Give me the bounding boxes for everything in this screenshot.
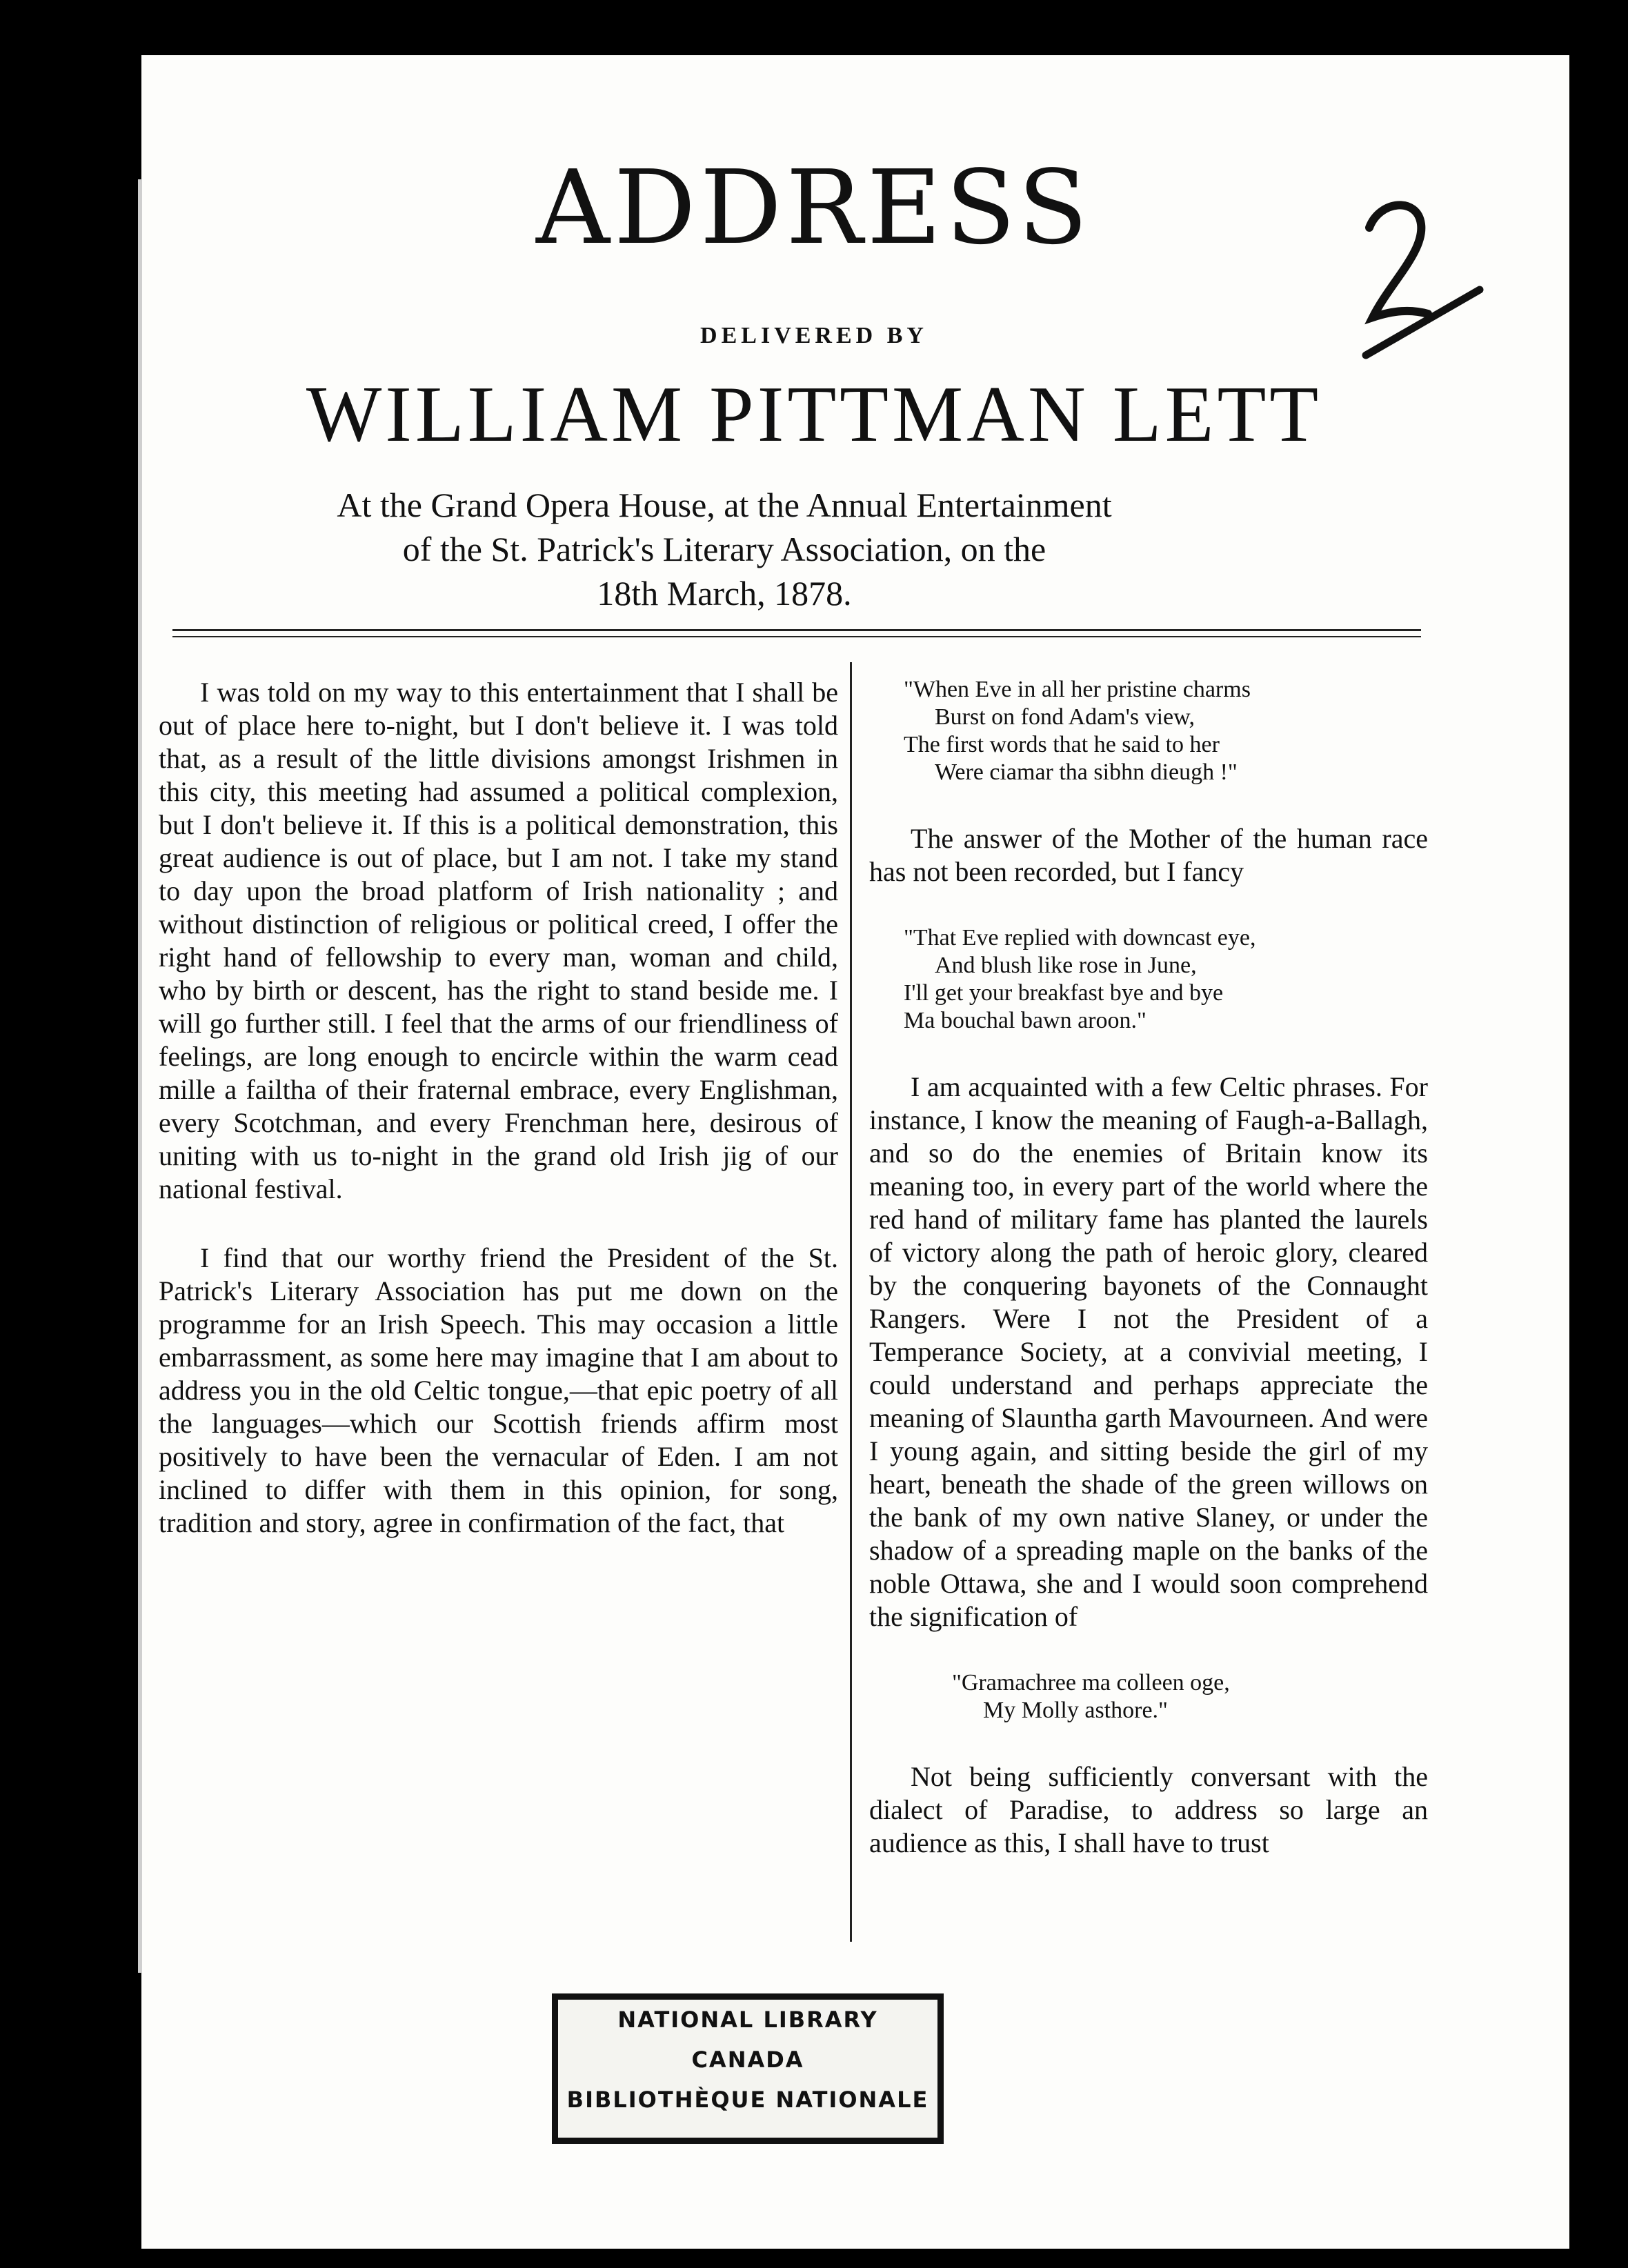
stamp-line: BIBLIOTHÈQUE NATIONALE [566, 2087, 929, 2113]
subtitle-line: of the St. Patrick's Literary Association, on the [402, 530, 1046, 568]
delivered-by-label: DELIVERED BY [700, 323, 928, 348]
column-divider [850, 662, 852, 1942]
subtitle-line: At the Grand Opera House, at the Annual Entertainment [337, 486, 1112, 524]
stamp-line: NATIONAL LIBRARY [617, 2007, 878, 2033]
stamp-line: CANADA [691, 2047, 804, 2073]
body-paragraph: Not being sufficiently conversant with the dialect of Paradise, to address so large an audience as this, I shall have to trust [869, 1761, 1428, 1858]
right-column [869, 676, 1428, 1896]
verse-block [869, 1669, 1428, 1724]
verse-line: "When Eve in all her pristine charms [904, 677, 1251, 702]
body-paragraph: I was told on my way to this entertainment that I shall be out of place here to-night, but I don't believe it. I was told that, as a result of the little divisions amongst Irishmen in this city, this meeting had assumed a political complexion, but I don't believe it. If this is a political demonstration, this great audience is out of place, but I am not. I take my stand to day upon the broad platform of Irish nationality ; and without distinction of religious or political creed, I offer the right hand of fellowship to every man, woman and child, who by birth or descent, has the right to stand beside me. I will go further still. I feel that the arms of our friendliness of feelings, are long enough to encircle within the warm cead mille a failtha of their fraternal embrace, every Englishman, every Scotchman, and every Frenchman here, desirous of uniting with us to-night in the grand old Irish jig of our national festival. [159, 677, 838, 1204]
library-stamp [552, 1993, 944, 2144]
document-title: ADDRESS [536, 148, 1092, 267]
subtitle [207, 483, 1242, 615]
header-rule-thick [172, 629, 1421, 631]
verse-block [869, 924, 1428, 1035]
author-name: WILLIAM PITTMAN LETT [306, 370, 1322, 459]
verse-line: "Gramachree ma colleen oge, [952, 1670, 1230, 1695]
verse-block [869, 676, 1428, 786]
verse-line: And blush like rose in June, [935, 953, 1197, 978]
verse-line: Burst on fond Adam's view, [935, 704, 1195, 730]
verse-line: My Molly asthore." [983, 1698, 1168, 1723]
left-column [159, 676, 838, 1575]
body-paragraph: I am acquainted with a few Celtic phrases. For instance, I know the meaning of Faugh-a-Ballagh, and so do the enemies of Britain know its meaning too, in every part of the world where the red hand of military fame has planted the laurels of victory along the path of heroic glory, cleared by the conquering bayonets of the Connaught Rangers. Were I not the President of a Temperance Society, at a convivial meeting, I could understand and perhaps appreciate the meaning of Slauntha garth Mavourneen. And were I young again, and sitting beside the girl of my heart, beneath the shade of the green willows on the bank of my own native Slaney, or under the shadow of a spreading maple on the banks of the noble Ottawa, she and I would soon comprehend the signification of [869, 1071, 1428, 1632]
verse-line: The first words that he said to her [904, 732, 1220, 757]
body-paragraph: I find that our worthy friend the President of the St. Patrick's Literary Association has put me down on the programme for an Irish Speech. This may occasion a little embarrassment, as some here may imagine that I am about to address you in the old Celtic tongue,—that epic poetry of all the languages—which our Scottish friends affirm most positively to have been the vernacular of Eden. I am not inclined to differ with them in this opinion, for song, tradition and story, agree in confirmation of the fact, that [159, 1242, 838, 1538]
subtitle-line: 18th March, 1878. [597, 574, 852, 613]
verse-line: Were ciamar tha sibhn dieugh !" [935, 759, 1238, 785]
verse-line: I'll get your breakfast bye and bye [904, 980, 1224, 1006]
verse-line: "That Eve replied with downcast eye, [904, 925, 1256, 951]
body-paragraph: The answer of the Mother of the human race has not been recorded, but I fancy [869, 823, 1428, 887]
verse-line: Ma bouchal bawn aroon." [904, 1008, 1146, 1033]
header-rule-thin [172, 636, 1421, 637]
